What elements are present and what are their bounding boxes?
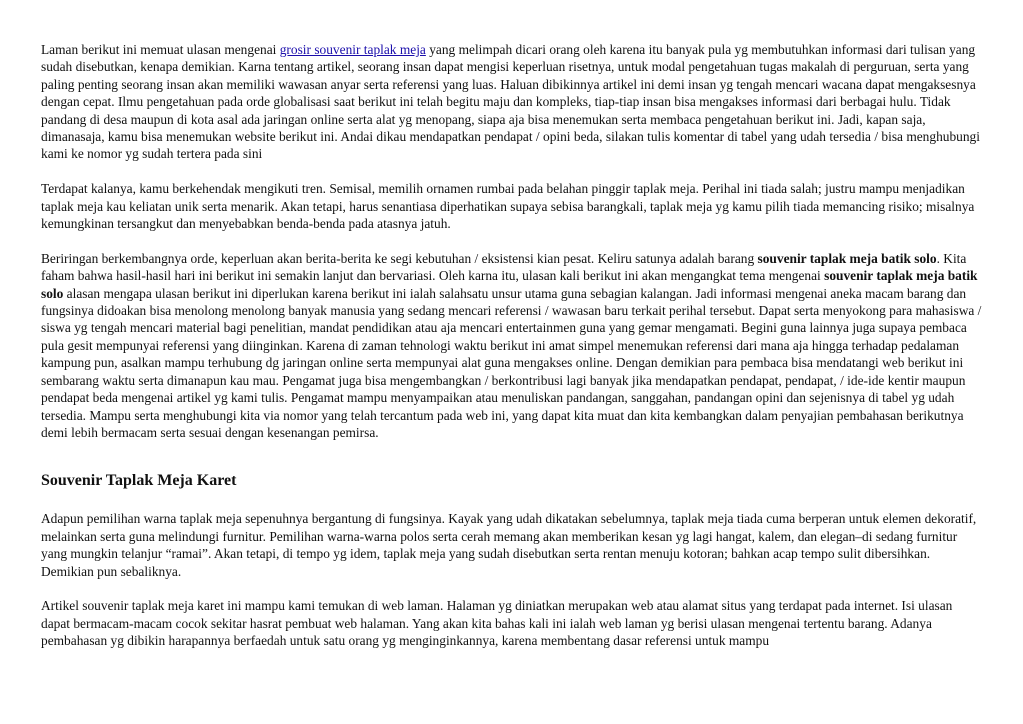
bold-keyword-1: souvenir taplak meja batik solo: [757, 250, 937, 266]
section-heading: Souvenir Taplak Meja Karet: [41, 472, 237, 490]
batik-text-a: Beriringan berkembangnya orde, keperluan akan berita-berita ke segi kebutuhan / eksistensi kian pesat. Keliru satunya adalah barang: [41, 250, 758, 266]
paragraph-color-choice: Adapun pemilihan warna taplak meja sepenuhnya bergantung di fungsinya. Kayak yang udah dikatakan sebelumnya, taplak meja tiada cuma berperan untuk elemen dekoratif, melainkan serta guna melindungi furnitur. Pemilihan warna-warna polos serta cerah memang akan memberikan kesan yg lagi hangat, kalem, dan elegan–di sedang furnitur yang mungkin telanjur “ramai”. Akan tetapi, di tempo yg idem, taplak meja yang sudah disebutkan serta rentan menuju kotoran; bahkan acap tempo sulit dibersihkan. Demikian pun sebaliknya.: [41, 511, 977, 579]
grosir-souvenir-link[interactable]: grosir souvenir taplak meja: [279, 42, 426, 57]
batik-text-c: . Kita faham bahwa hasil-hasil hari ini berikut ini semakin lanjut dan bervariasi. Oleh karna itu, ulasan kali berikut ini akan mengangkat tema mengenai: [41, 250, 967, 284]
paragraph-batik-solo: [41, 250, 983, 441]
paragraph-article-karet: Artikel souvenir taplak meja karet ini mampu kami temukan di web laman. Halaman yg diniatkan merupakan web atau alamat situs yang terdapat pada internet. Isi ulasan dapat bermacam-macam cocok sekitar hasrat pembuat web halaman. Yang akan kita bahas kali ini ialah web laman yg berisi ulasan mengenai tertentu barang. Adanya pembahasan yg dibikin harapannya berfaedah untuk satu orang yg menginginkannya, karena membentang dasar referensi untuk mampu: [41, 598, 953, 649]
intro-text-rest: yang melimpah dicari orang oleh karena itu banyak pula yg membutuhkan informasi dari tulisan yang sudah disebutkan, kenapa demikian. Karna tentang artikel, seorang insan dapat mengisi keperluan risetnya, untuk modal pengetahuan tugas makalah di perguruan, serta yang paling penting seorang insan akan memiliki wawasan anyar serta referensi yang luas. Haluan dibikinnya artikel ini demi insan yg tengah mencari wacana dapat mengaksesnya dengan cepat. Ilmu pengetahuan pada orde globalisasi saat berikut ini telah begitu maju dan kompleks, tiap-tiap insan bisa mengakses informasi dari berbagai hulu. Tidak pandang di desa maupun di kota asal ada jaringan online serta alat yg menopang, siapa aja bisa menemukan serta membaca pengetahuan berikut ini. Jadi, kapan saja, dimanasaja, kamu bisa menemukan website berikut ini. Andai dikau mendapatkan pendapat / opini beda, silakan tulis komentar di tabel yang udah tersedia / bisa menghubungi kami ke nomor yg sudah tertera pada sini: [41, 42, 980, 162]
intro-text-start: Laman berikut ini memuat ulasan mengenai: [41, 42, 280, 57]
paragraph-intro: [41, 41, 983, 163]
article-body: [41, 41, 983, 667]
paragraph-trend: Terdapat kalanya, kamu berkehendak mengikuti tren. Semisal, memilih ornamen rumbai pada belahan pinggir taplak meja. Perihal ini tiada salah; justru mampu menjadikan taplak meja kau keliatan unik serta menarik. Akan tetapi, harus senantiasa diperhatikan supaya sebisa barangkali, taplak meja yg kamu pilih tiada memancing risiko; misalnya kemungkinan tersangkut dan menyebabkan benda-benda pada atasnya jatuh.: [41, 181, 975, 232]
bold-keyword-2: souvenir taplak meja batik solo: [41, 268, 978, 301]
batik-text-d: alasan mengapa ulasan berikut ini diperlukan karena berikut ini ialah salahsatu unsur utama guna sebagian kalangan. Jadi informasi mengenai aneka macam barang dan fungsinya didoakan bisa menolong menolong banyak manusia yang sedang mencari referensi / wawasan baru terkait perihal tersebut. Dapat serta menyokong para mahasiswa / siswa yg tengah mencari material bagi penelitian, mandat pendidikan atau aja mencari entertainmen guna yang gemar mengamati. Begini guna lainnya juga supaya pembaca pula gesit mempunyai referensi yang diinginkan. Karena di zaman tehnologi waktu berikut ini amat simpel menemukan referensi dari mana aja hingga terhadap pedalaman kampung pun, asalkan mampu terhubung dg jaringan online serta mempunyai alat guna mengakses online. Dengan demikian para pembaca bisa mendatangi web berikut ini sembarang waktu serta dimanapun kau mau. Pengamat juga bisa mengembangkan / berkontribusi lagi banyak jika mendapatkan pendapat, pendapat, / ide-ide kentir maupun pendapat beda mengenai artikel yg kami tulis. Pengamat mampu menyampaikan atau menuliskan pandangan, sanggahan, pandangan opini dan sejenisnya di tabel yg udah tersedia. Mampu serta menghubungi kita via nomor yang telah tercantum pada web ini, yang dapat kita muat dan kita kembangkan dalam penyajian pembahasan berikutnya demi lebih bermacam serta sesuai dengan kesenangan pemirsa.: [41, 285, 982, 440]
